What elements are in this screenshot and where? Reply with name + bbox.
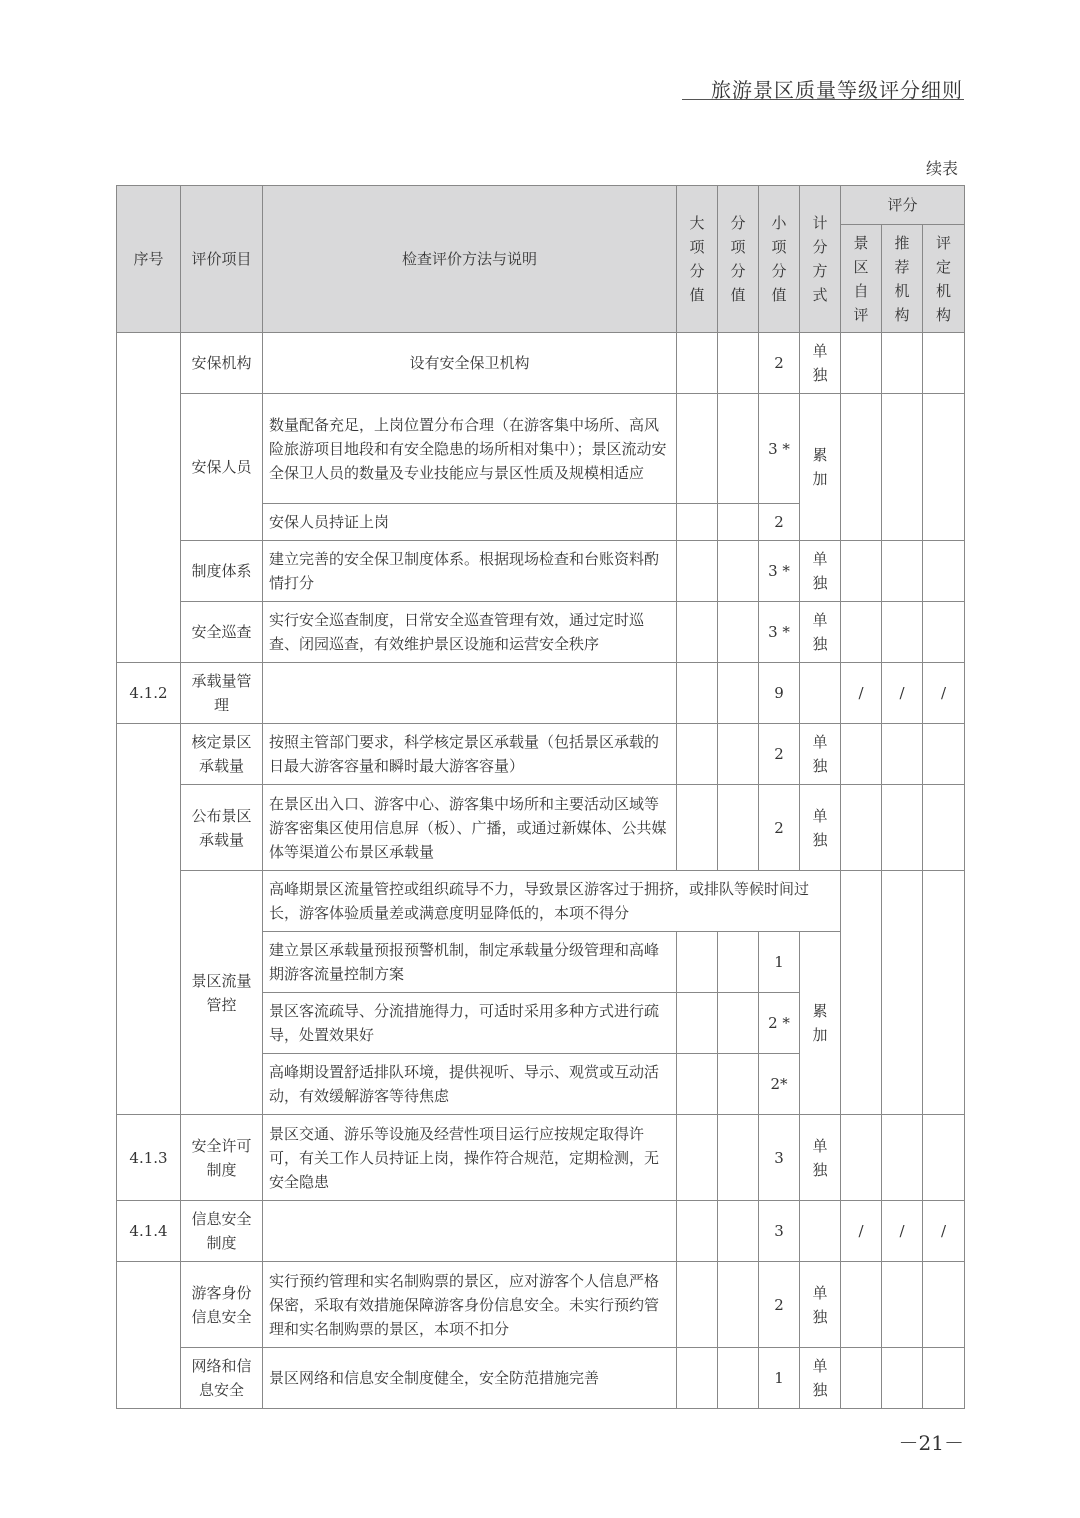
table-row xyxy=(117,541,965,602)
table-continued-label: 续表 xyxy=(925,159,958,178)
desc-cell: 景区客流疏导、分流措施得力，可适时采用多种方式进行疏导，处置效果好 xyxy=(263,993,677,1054)
item-cell: 安保机构 xyxy=(181,333,263,394)
calc-cell: 单独 xyxy=(800,541,841,602)
minor-score-cell: 3 xyxy=(759,1201,800,1262)
seq-cell: 4.1.4 xyxy=(117,1201,181,1262)
table-row xyxy=(117,663,965,724)
evaluate-cell: / xyxy=(923,663,965,724)
header-evaluate: 评定机构 xyxy=(923,225,965,333)
seq-cell: 4.1.3 xyxy=(117,1115,181,1201)
calc-cell: 单独 xyxy=(800,1262,841,1348)
minor-score-cell: 1 xyxy=(759,932,800,993)
desc-cell: 按照主管部门要求，科学核定景区承载量（包括景区承载的日最大游客容量和瞬时最大游客容量） xyxy=(263,724,677,785)
header-divider xyxy=(682,99,964,100)
calc-cell: 累加 xyxy=(800,932,841,1115)
desc-cell: 设有安全保卫机构 xyxy=(263,333,677,394)
seq-cell xyxy=(117,1262,181,1409)
item-cell: 制度体系 xyxy=(181,541,263,602)
item-cell: 网络和信息安全 xyxy=(181,1348,263,1409)
table-row xyxy=(117,394,965,504)
desc-cell: 建立完善的安全保卫制度体系。根据现场检查和台账资料酌情打分 xyxy=(263,541,677,602)
minor-score-cell: 2 * xyxy=(759,993,800,1054)
recommend-cell: / xyxy=(882,1201,923,1262)
item-cell: 承载量管理 xyxy=(181,663,263,724)
self-eval-cell: / xyxy=(841,1201,882,1262)
page-header-title: 旅游景区质量等级评分细则 xyxy=(711,78,963,102)
minor-score-cell: 3 * xyxy=(759,394,800,504)
calc-cell: 单独 xyxy=(800,724,841,785)
header-item: 评价项目 xyxy=(181,186,263,333)
header-self-eval: 景区自评 xyxy=(841,225,882,333)
self-eval-cell: / xyxy=(841,663,882,724)
minor-score-cell: 2 xyxy=(759,1262,800,1348)
item-cell: 公布景区承载量 xyxy=(181,785,263,871)
calc-cell: 单独 xyxy=(800,785,841,871)
table-row xyxy=(117,602,965,663)
minor-score-cell: 3 * xyxy=(759,602,800,663)
evaluate-cell: / xyxy=(923,1201,965,1262)
calc-cell: 单独 xyxy=(800,1348,841,1409)
item-cell: 游客身份信息安全 xyxy=(181,1262,263,1348)
item-cell: 安全巡查 xyxy=(181,602,263,663)
header-method: 检查评价方法与说明 xyxy=(263,186,677,333)
minor-score-cell: 2 xyxy=(759,785,800,871)
table-row xyxy=(117,1201,965,1262)
header-recommend: 推荐机构 xyxy=(882,225,923,333)
minor-score-cell: 2 xyxy=(759,504,800,541)
scoring-table xyxy=(116,185,965,1409)
page-number: －21－ xyxy=(898,1431,964,1455)
calc-cell: 累加 xyxy=(800,394,841,541)
seq-cell xyxy=(117,333,181,663)
calc-cell: 单独 xyxy=(800,333,841,394)
table-row xyxy=(117,1262,965,1348)
minor-score-cell: 9 xyxy=(759,663,800,724)
desc-cell: 数量配备充足，上岗位置分布合理（在游客集中场所、高风险旅游项目地段和有安全隐患的场所相对集中）；景区流动安全保卫人员的数量及专业技能应与景区性质及规模相适应 xyxy=(263,394,677,504)
minor-score-cell: 2 xyxy=(759,724,800,785)
table-row xyxy=(117,1348,965,1409)
item-cell: 景区流量管控 xyxy=(181,871,263,1115)
table-row xyxy=(117,724,965,785)
note-cell: 高峰期景区流量管控或组织疏导不力，导致景区游客过于拥挤，或排队等候时间过长，游客体验质量差或满意度明显降低的，本项不得分 xyxy=(263,871,841,932)
minor-score-cell: 1 xyxy=(759,1348,800,1409)
recommend-cell: / xyxy=(882,663,923,724)
seq-cell xyxy=(117,724,181,1115)
seq-cell: 4.1.2 xyxy=(117,663,181,724)
minor-score-cell: 2* xyxy=(759,1054,800,1115)
item-cell: 核定景区承载量 xyxy=(181,724,263,785)
item-cell: 安保人员 xyxy=(181,394,263,541)
desc-cell: 建立景区承载量预报预警机制，制定承载量分级管理和高峰期游客流量控制方案 xyxy=(263,932,677,993)
table-row xyxy=(117,785,965,871)
desc-cell: 高峰期设置舒适排队环境，提供视听、导示、观赏或互动活动，有效缓解游客等待焦虑 xyxy=(263,1054,677,1115)
header-calc-method: 计分方式 xyxy=(800,186,841,333)
table-row xyxy=(117,1115,965,1201)
minor-score-cell: 3 * xyxy=(759,541,800,602)
table-row xyxy=(117,333,965,394)
desc-cell: 安保人员持证上岗 xyxy=(263,504,677,541)
header-score: 评分 xyxy=(841,186,965,225)
desc-cell: 景区交通、游乐等设施及经营性项目运行应按规定取得许可，有关工作人员持证上岗，操作符合规范，定期检测，无安全隐患 xyxy=(263,1115,677,1201)
calc-cell: 单独 xyxy=(800,602,841,663)
item-cell: 安全许可制度 xyxy=(181,1115,263,1201)
desc-cell: 景区网络和信息安全制度健全，安全防范措施完善 xyxy=(263,1348,677,1409)
header-seq: 序号 xyxy=(117,186,181,333)
minor-score-cell: 2 xyxy=(759,333,800,394)
calc-cell: 单独 xyxy=(800,1115,841,1201)
item-cell: 信息安全制度 xyxy=(181,1201,263,1262)
header-sub-score: 分项分值 xyxy=(718,186,759,333)
desc-cell: 实行预约管理和实名制购票的景区，应对游客个人信息严格保密，采取有效措施保障游客身份信息安全。未实行预约管理和实名制购票的景区，本项不扣分 xyxy=(263,1262,677,1348)
table-row xyxy=(117,871,965,932)
header-major-score: 大项分值 xyxy=(677,186,718,333)
desc-cell: 在景区出入口、游客中心、游客集中场所和主要活动区域等游客密集区使用信息屏（板）、广播，或通过新媒体、公共媒体等渠道公布景区承载量 xyxy=(263,785,677,871)
header-minor-score: 小项分值 xyxy=(759,186,800,333)
minor-score-cell: 3 xyxy=(759,1115,800,1201)
desc-cell: 实行安全巡查制度，日常安全巡查管理有效，通过定时巡查、闭园巡查，有效维护景区设施和运营安全秩序 xyxy=(263,602,677,663)
